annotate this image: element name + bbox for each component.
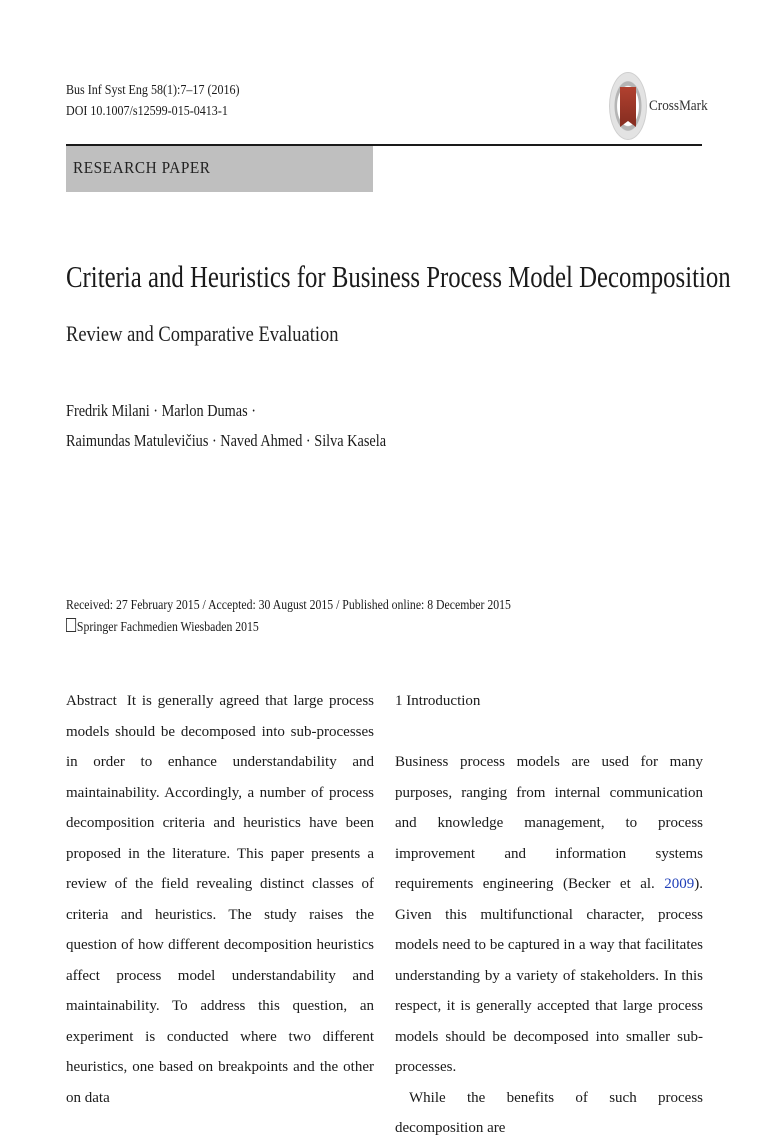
bookmark-icon xyxy=(620,87,636,121)
authors-line-1: Fredrik Milani · Marlon Dumas · xyxy=(66,401,256,420)
abstract-text: It is generally agreed that large process models should be decomposed into sub-processes in order to enhance understandability and maintainability. Accordingly, a number of process decomposition criteria and heuristics have been proposed in the literature. This paper presents a review of the field revealing distinct classes of criteria and heuristics. The study raises the question of how different decomposition heuristics affect process model understandability and maintainability. To address this question, an experiment is conducted where two different heuristics, one based on breakpoints and the other on data xyxy=(66,693,374,1106)
section-label-box xyxy=(66,146,373,192)
paper-subtitle: Review and Comparative Evaluation xyxy=(66,321,339,346)
citation-link[interactable]: 2009 xyxy=(664,876,695,892)
intro-paragraph-2: While the benefits of such process decomposition are xyxy=(395,1089,703,1136)
crossmark-badge[interactable] xyxy=(609,72,708,142)
section-heading: 1 Introduction xyxy=(395,693,481,709)
journal-citation: Bus Inf Syst Eng 58(1):7–17 (2016) xyxy=(66,83,240,98)
citation-block xyxy=(66,80,240,122)
abstract-column xyxy=(66,686,374,1113)
publication-dates xyxy=(66,595,511,639)
authors-line-2: Raimundas Matulevičius · Naved Ahmed · Silva Kasela xyxy=(66,431,387,450)
crossmark-label: CrossMark xyxy=(649,98,708,114)
copyright-icon xyxy=(66,618,76,632)
intro-p1-start: Business process models are used for many purposes, ranging from internal communication and knowledge management, to process improvement and information systems requirements engineering (Becker et al. xyxy=(395,754,703,892)
abstract-label: Abstract xyxy=(66,693,117,709)
doi-line[interactable]: DOI 10.1007/s12599-015-0413-1 xyxy=(66,104,228,119)
intro-paragraph-1 xyxy=(395,747,703,1083)
section-label: RESEARCH PAPER xyxy=(73,158,211,177)
copyright-text: Springer Fachmedien Wiesbaden 2015 xyxy=(76,620,259,635)
copyright-line xyxy=(66,617,511,639)
introduction-column xyxy=(395,686,703,1144)
intro-p1-end: ). Given this multifunctional character, process models need to be captured in a way that facilitates understanding by a variety of stakeholders. In this respect, it is generally accepted that large process models should be decomposed into smaller sub-processes. xyxy=(395,876,703,1075)
paper-title: Criteria and Heuristics for Business Process Model Decomposition xyxy=(66,259,731,294)
dates-line: Received: 27 February 2015 / Accepted: 30 August 2015 / Published online: 8 December 2015 xyxy=(66,598,511,613)
crossmark-icon xyxy=(609,72,647,140)
author-list xyxy=(66,396,386,456)
